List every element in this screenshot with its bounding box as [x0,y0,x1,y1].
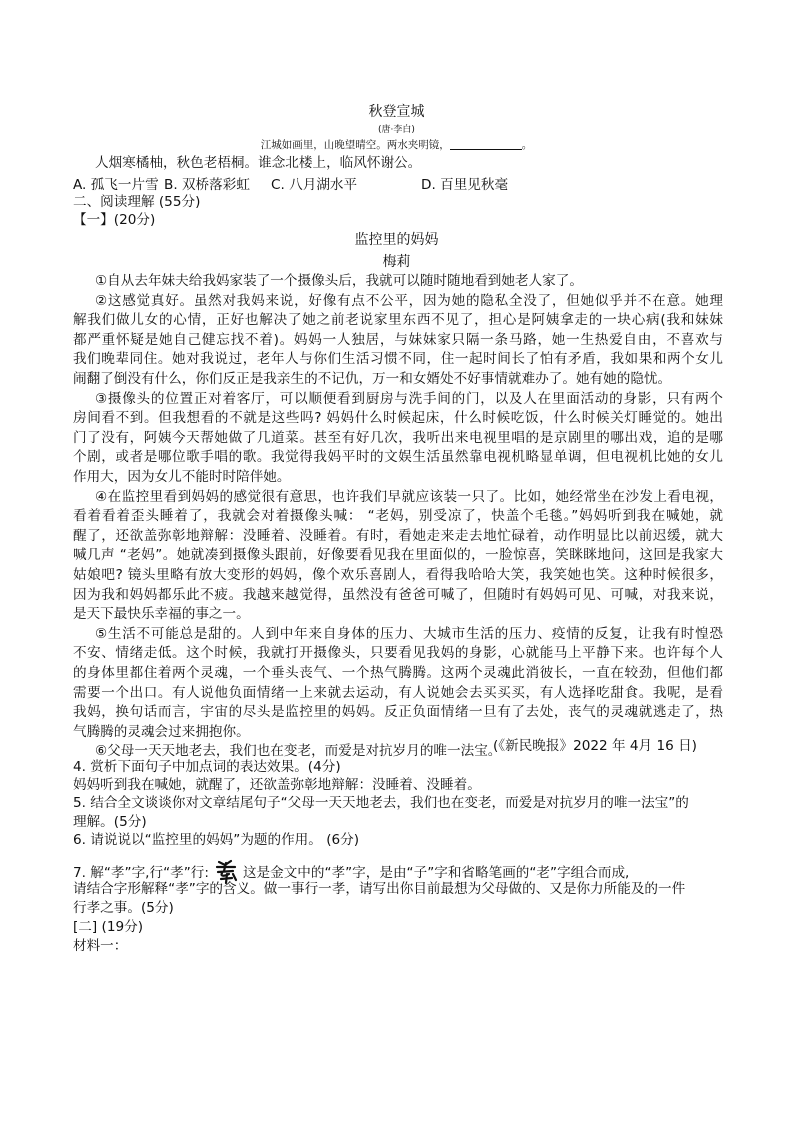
option-c: C. 八月湖水平 [271,177,358,193]
article-line: 是天下最快乐幸福的事之一。 [73,606,250,623]
poem-line-2: 人烟寒橘柚，秋色老梧桐。谁念北楼上，临风怀谢公。 [95,155,422,171]
part-heading-2: [二] (19分) [73,919,144,935]
question-4: 4. 赏析下面句子中加点词的表达效果。(4分) [73,759,341,775]
poem-line-1 [0,137,793,152]
article-line: 解我们做儿女的心情，正好也解决了她之前老说家里东西不见了，担心是阿姨拿走的一块心病(我和妹妹 [73,312,723,329]
article-line: 喊几声 “老妈”。她就凑到摄像头跟前，好像要看见我在里面似的，一脸惊喜，笑眯眯地问，这回是我家大 [73,547,723,564]
article-line: 醒了，还欲盖弥彰地辩解：没睡着、没睡着。有时，看她走来走去地忙碌着，动作明显比以前迟缓，就大 [73,527,723,544]
answer-blank[interactable] [450,137,522,150]
option-d: D. 百里见秋毫 [421,177,509,193]
question-6: 6. 请说说以“监控里的妈妈”为题的作用。 (6分) [73,832,360,848]
article-line: ⑤生活不可能总是甜的。人到中年来自身体的压力、大城市生活的压力、疫情的反复，让我有时惶恐 [95,625,723,642]
article-line: 我们晚辈同住。她对我说过，老年人与你们生活习惯不同，住一起时间长了怕有矛盾，我如果和两个女儿 [73,351,723,368]
article-line: ②这感觉真好。虽然对我妈来说，好像有点不公平，因为她的隐私全没了，但她似乎并不在意。她理 [95,292,723,309]
article-line: 我妈，换句话而言，宇宙的尽头是监控里的妈妈。反正负面情绪一旦有了去处，丧气的灵魂就逃走了，热 [73,704,723,721]
article-line: 不安、情绪走低。这个时候，我就打开摄像头，只要看见我妈的身影，心就能马上平静下来。也许每个人 [73,645,723,662]
article-line: ⑥父母一天天地老去，我们也在变老，而爱是对抗岁月的唯一法宝。 [95,743,502,760]
question-5: 5. 结合全文谈谈你对文章结尾句子“父母一天天地老去，我们也在变老，而爱是对抗岁月的唯一法宝”的 [73,795,689,811]
article-line: 闹翻了倒没有什么，你们反正是我亲生的不记仇，万一和女婿处不好事情就难办了。她有她的隐忧。 [73,371,672,387]
option-a: A. 孤飞一片雪 [73,177,159,193]
poem-line-1-text: 江城如画里，山晚望晴空。两水夹明镜， [260,139,450,151]
article-line: ④在监控里看到妈妈的感觉很有意思，也许我们早就应该装一只了。比如，她经常坐在沙发上看电视， [95,488,723,505]
question-7-line-3: 行孝之事。(5分) [73,900,174,916]
article-line: ③摄像头的位置正对着客厅，可以顺便看到厨房与洗手间的门，以及人在里面活动的身影，只有两个 [95,390,723,407]
article-line: 姑娘吧? 镜头里略有放大变形的妈妈，像个欢乐喜剧人，看得我哈哈大笑，我笑她也笑。这种时候很多， [73,567,723,583]
section-heading-reading: 二、阅读理解 (55分) [73,194,201,210]
question-7-prefix: 7. 解“孝”字,行“孝”行: [73,865,209,881]
article-line: 看着看着歪头睡着了，我就会对着摄像头喊： “老妈，别受凉了，快盖个毛毯。”妈妈听到我在喊她，就 [73,508,723,525]
poem-author: (唐·李白) [378,125,415,135]
poem-line-1-end: 。 [521,139,533,151]
material-1-heading: 材料一： [73,938,128,954]
article-line: 门了没有，阿姨今天帮她做了几道菜。甚至有好几次，我听出来电视里唱的是京剧里的哪出戏，追的是哪 [73,429,723,446]
question-5-cont: 理解。(5分) [73,814,147,830]
question-4-quote: 妈妈听到我在喊她，就醒了，还欲盖弥彰地辩解：没睡着、没睡着。 [73,777,481,793]
article-author: 梅莉 [382,254,411,270]
question-7-line-2: 请结合字形解释“孝”字的含义。做一事行一孝，请写出你目前最想为父母做的、又是你力所能及的一件 [73,881,686,897]
article-line: 因为我和妈妈都乐此不疲。我越来越觉得，虽然没有爸爸可喊了，但随时有妈妈可见、可喊，对我来说， [73,586,723,603]
article-line: 的身体里都住着两个灵魂，一个垂头丧气、一个热气腾腾。这两个灵魂此消彼长，一直在较劲，但他们都 [73,665,723,681]
article-line: 房间看不到。但我想看的不就是这些吗? 妈妈什么时候起床，什么时候吃饭，什么时候关灯睡觉的。她出 [73,410,723,427]
poem-title: 秋登宣城 [368,104,425,120]
article-line: 都严重怀疑是她自己健忘找不着)。妈妈一人独居，与妹妹家只隔一条马路，她一生热爱自由，不喜欢与 [73,331,723,348]
part-heading-1: 【一】(20分) [73,212,156,228]
question-7-suffix: 这是金文中的“孝”字，是由“子”字和省略笔画的“老”字组合而成, [242,865,630,881]
article-line: 气腾腾的灵魂会过来拥抱你。 [73,723,250,740]
article-line: 需要一个出口。有人说他负面情绪一上来就去运动，有人说她会去买买买，有人选择吃甜食。我呢，是看 [73,684,723,701]
article-source: (《新民晚报》2022 年 4月 16 日) [493,738,697,754]
article-line: 作用大，因为女儿不能时时陪伴她。 [73,469,291,485]
article-line: 个剧，或者是哪位歌手唱的歌。我觉得我妈平时的文娱生活虽然靠电视机略显单调，但电视机比她的女儿 [73,449,723,466]
article-title: 监控里的妈妈 [354,232,439,248]
option-b: B. 双桥落彩虹 [164,177,250,193]
article-line: ①自从去年妹夫给我妈家装了一个摄像头后，我就可以随时随地看到她老人家了。 [95,273,583,289]
